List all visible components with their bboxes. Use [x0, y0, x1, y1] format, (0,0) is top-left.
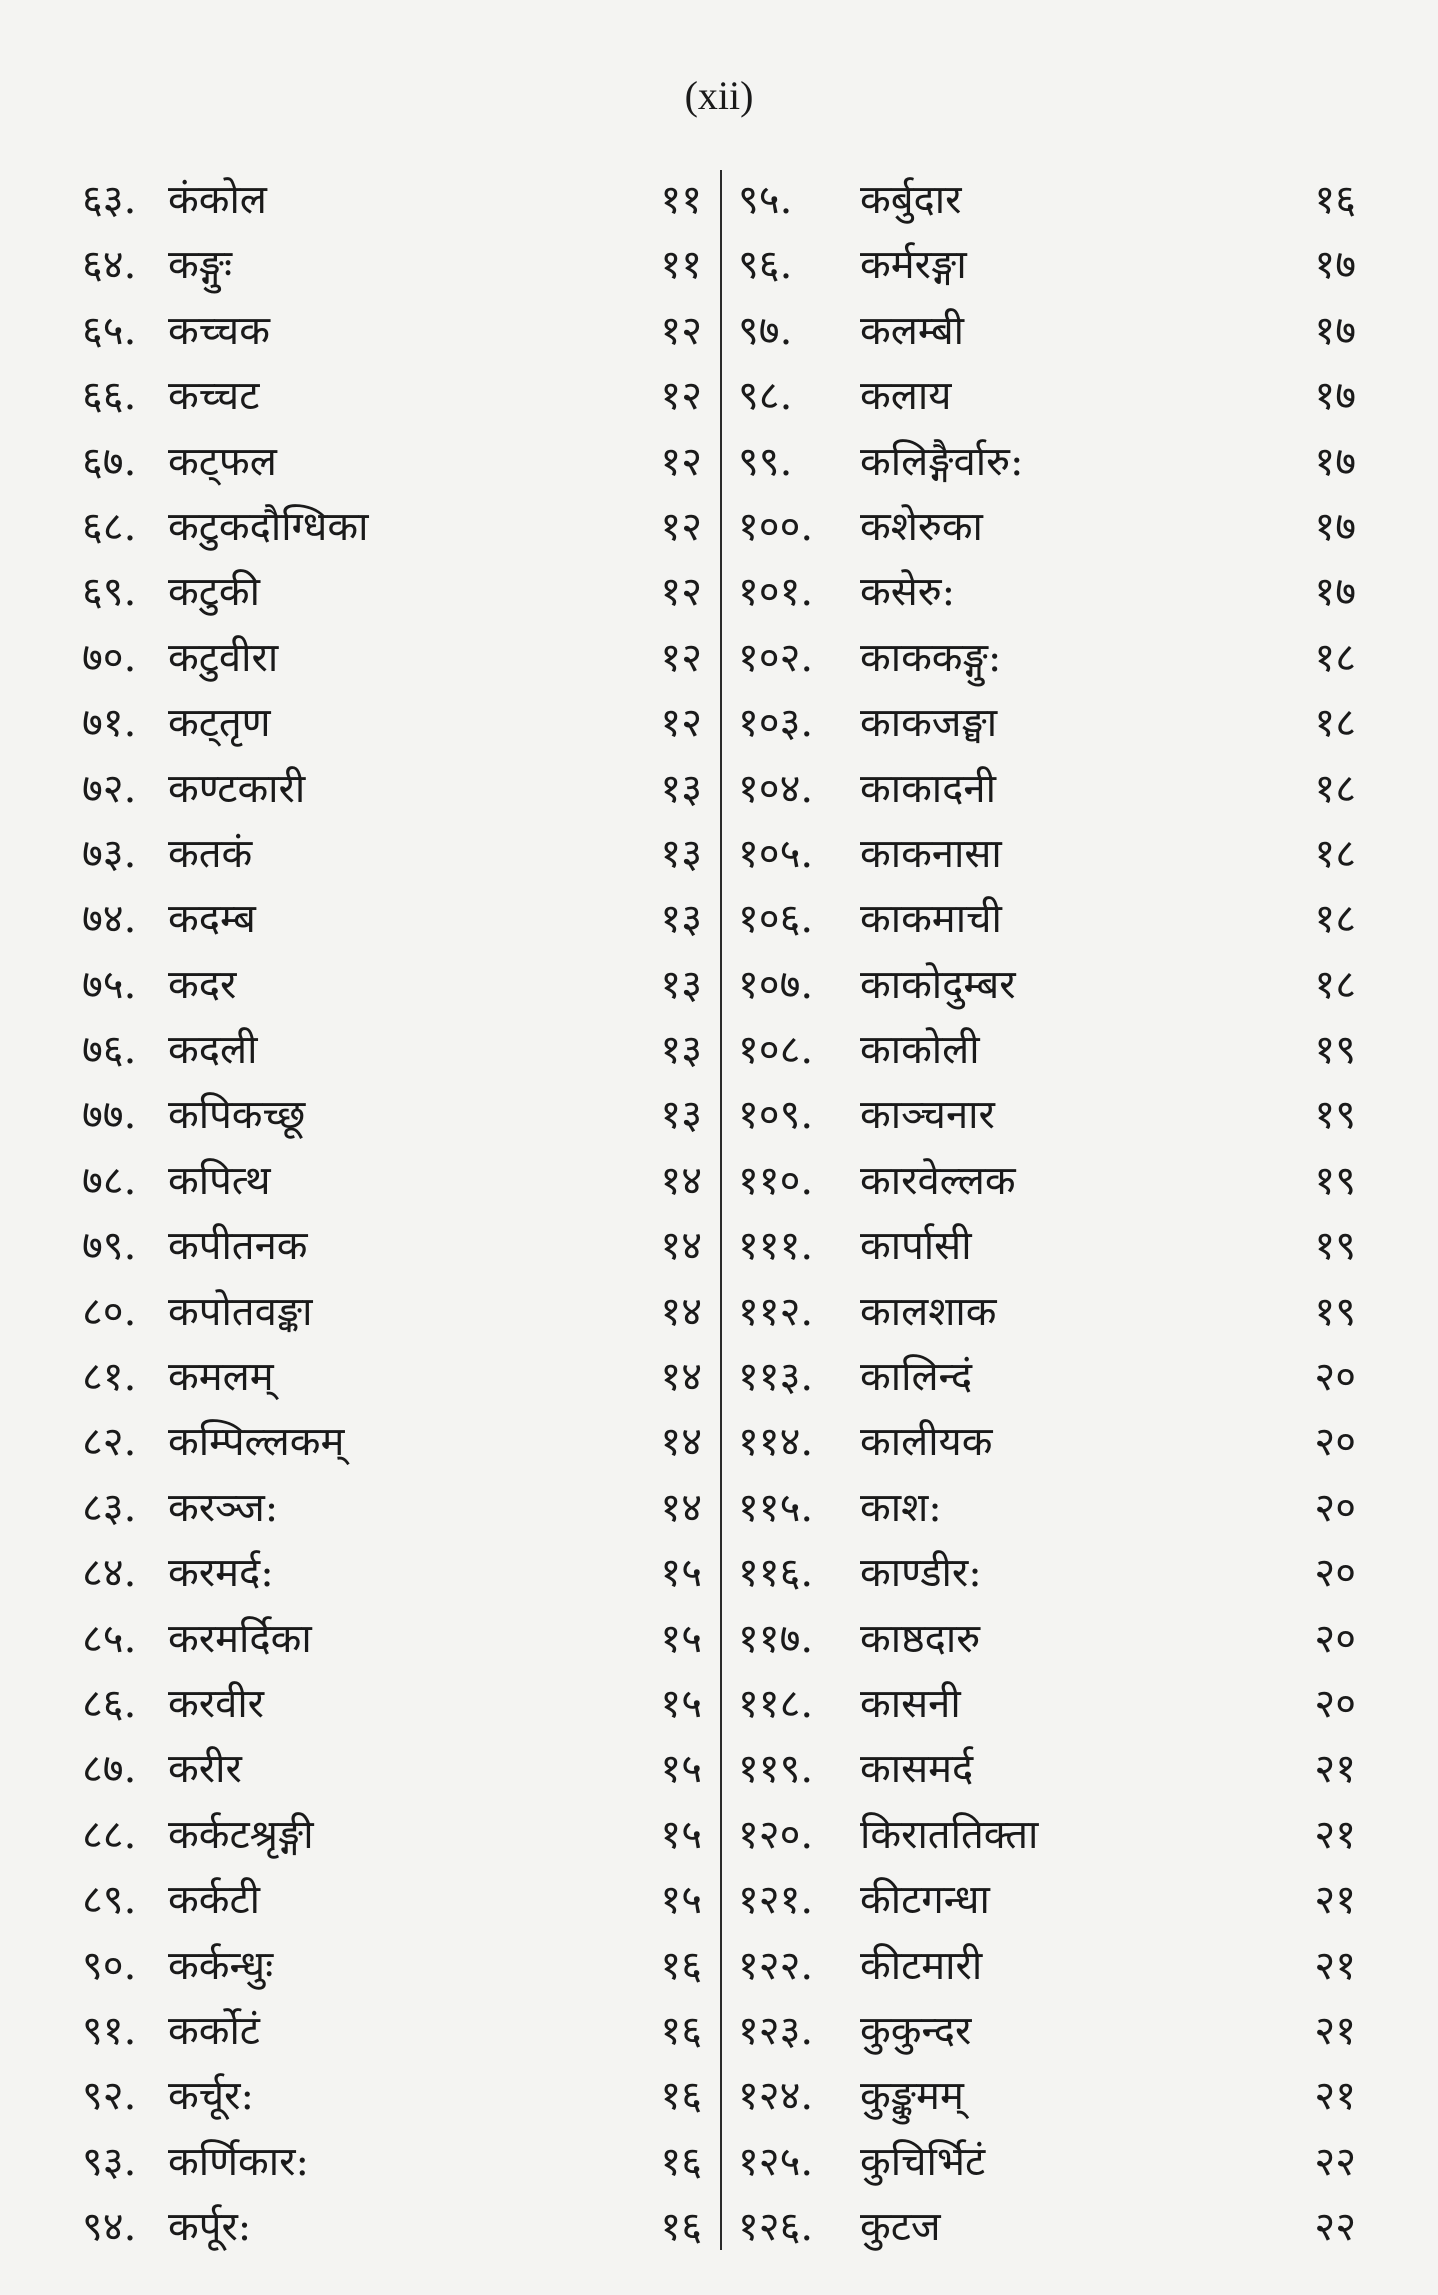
- index-entry: [82, 2064, 702, 2129]
- index-entry: [738, 1999, 1356, 2064]
- entry-number: ८४.: [82, 1550, 137, 1597]
- entry-page-number: १२: [660, 700, 702, 747]
- entry-page-number: १७: [1314, 307, 1356, 354]
- entry-number: १००.: [738, 503, 814, 550]
- entry-page-number: १२: [660, 373, 702, 420]
- index-entry: [82, 2195, 702, 2260]
- entry-page-number: १९: [1314, 1157, 1356, 1204]
- index-entry: [738, 1607, 1356, 1672]
- entry-page-number: १५: [660, 1811, 702, 1858]
- index-right-column: [738, 168, 1356, 2268]
- entry-name: कर्कटी: [168, 1877, 260, 1924]
- index-entry: [738, 626, 1356, 691]
- entry-number: १०४.: [738, 765, 814, 812]
- index-entry: [82, 2130, 702, 2195]
- entry-name: कसेरु:: [860, 569, 956, 616]
- entry-number: १२१.: [738, 1877, 814, 1924]
- index-entry: [82, 757, 702, 822]
- entry-name: कदर: [168, 961, 237, 1008]
- entry-page-number: १७: [1314, 242, 1356, 289]
- entry-name: कर्पूर:: [168, 2204, 252, 2251]
- entry-name: कङ्गुः: [168, 242, 233, 289]
- entry-page-number: ११: [660, 242, 702, 289]
- entry-name: कट्फल: [168, 438, 277, 485]
- entry-name: काककङ्गु:: [860, 634, 1002, 681]
- index-entry: [738, 1083, 1356, 1148]
- entry-name: काकादनी: [860, 765, 996, 812]
- entry-name: कुटज: [860, 2204, 941, 2251]
- entry-page-number: १६: [1314, 177, 1356, 223]
- entry-page-number: १९: [1314, 1092, 1356, 1139]
- entry-page-number: ११: [660, 177, 702, 223]
- index-entry: [82, 1018, 702, 1083]
- entry-page-number: १६: [660, 1942, 702, 1989]
- entry-number: ११३.: [738, 1354, 814, 1401]
- column-divider: [720, 170, 722, 2250]
- entry-number: ८०.: [82, 1288, 137, 1335]
- entry-page-number: १८: [1314, 634, 1356, 681]
- entry-name: कालीयक: [860, 1419, 993, 1466]
- index-entry: [738, 1803, 1356, 1868]
- entry-number: ६४.: [82, 242, 137, 289]
- index-entry: [738, 495, 1356, 560]
- entry-name: कर्णिकार:: [168, 2138, 309, 2185]
- index-entry: [738, 430, 1356, 495]
- entry-number: ७९.: [82, 1223, 137, 1270]
- entry-page-number: १८: [1314, 700, 1356, 747]
- entry-page-number: १२: [660, 307, 702, 354]
- entry-name: कर्बुदार: [860, 177, 962, 223]
- entry-number: १२५.: [738, 2138, 814, 2185]
- entry-number: १०८.: [738, 1027, 814, 1074]
- entry-name: कर्कोटं: [168, 2007, 260, 2054]
- entry-number: ९२.: [82, 2073, 137, 2120]
- entry-number: ६७.: [82, 438, 137, 485]
- entry-number: ७५.: [82, 961, 137, 1008]
- entry-name: कतकं: [168, 830, 253, 877]
- entry-number: ९६.: [738, 242, 793, 289]
- index-entry: [82, 887, 702, 952]
- entry-name: करवीर: [168, 1680, 265, 1727]
- index-entry: [738, 757, 1356, 822]
- entry-page-number: २१: [1314, 2073, 1356, 2120]
- entry-number: ६३.: [82, 177, 137, 223]
- entry-page-number: १४: [660, 1223, 702, 1270]
- entry-name: काश:: [860, 1484, 942, 1531]
- index-entry: [738, 887, 1356, 952]
- index-entry: [738, 2195, 1356, 2260]
- entry-name: कलम्बी: [860, 307, 965, 354]
- entry-page-number: १८: [1314, 765, 1356, 812]
- index-entry: [738, 1149, 1356, 1214]
- entry-name: कदली: [168, 1027, 258, 1074]
- entry-name: कीटमारी: [860, 1942, 983, 1989]
- index-entry: [82, 1280, 702, 1345]
- entry-page-number: १९: [1314, 1288, 1356, 1335]
- entry-number: ९७.: [738, 307, 793, 354]
- index-entry: [738, 1737, 1356, 1802]
- index-entry: [738, 1672, 1356, 1737]
- entry-page-number: १३: [660, 896, 702, 943]
- entry-name: कुङ्कुमम्: [860, 2073, 964, 2120]
- entry-page-number: १६: [660, 2007, 702, 2054]
- entry-number: १०९.: [738, 1092, 814, 1139]
- entry-page-number: १८: [1314, 896, 1356, 943]
- index-left-column: [82, 168, 702, 2268]
- entry-number: ११६.: [738, 1550, 814, 1597]
- entry-page-number: १४: [660, 1157, 702, 1204]
- entry-page-number: १७: [1314, 503, 1356, 550]
- index-entry: [82, 1149, 702, 1214]
- entry-number: ६८.: [82, 503, 137, 550]
- index-entry: [738, 299, 1356, 364]
- entry-page-number: १३: [660, 830, 702, 877]
- entry-number: १२०.: [738, 1811, 814, 1858]
- entry-name: कुचिर्भिटं: [860, 2138, 986, 2185]
- entry-number: ९१.: [82, 2007, 137, 2054]
- entry-page-number: १३: [660, 765, 702, 812]
- entry-page-number: २१: [1314, 1811, 1356, 1858]
- index-entry: [82, 364, 702, 429]
- entry-number: ८८.: [82, 1811, 137, 1858]
- entry-page-number: १५: [660, 1550, 702, 1597]
- entry-number: ७०.: [82, 634, 137, 681]
- entry-number: ९८.: [738, 373, 793, 420]
- entry-page-number: १५: [660, 1877, 702, 1924]
- entry-page-number: १५: [660, 1746, 702, 1793]
- entry-number: ९९.: [738, 438, 793, 485]
- entry-number: १२६.: [738, 2204, 814, 2251]
- index-entry: [82, 1541, 702, 1606]
- entry-page-number: १७: [1314, 438, 1356, 485]
- entry-number: ७२.: [82, 765, 137, 812]
- entry-name: कटुकी: [168, 569, 260, 616]
- entry-number: ८९.: [82, 1877, 137, 1924]
- entry-page-number: २०: [1314, 1680, 1356, 1727]
- entry-name: कपोतवङ्का: [168, 1288, 313, 1335]
- index-entry: [82, 233, 702, 298]
- index-entry: [82, 626, 702, 691]
- entry-name: कर्कन्धुः: [168, 1942, 274, 1989]
- index-entry: [82, 1672, 702, 1737]
- index-entry: [82, 495, 702, 560]
- entry-page-number: १८: [1314, 830, 1356, 877]
- entry-page-number: १७: [1314, 373, 1356, 420]
- entry-name: कदम्ब: [168, 896, 256, 943]
- entry-name: कालशाक: [860, 1288, 997, 1335]
- entry-name: काकनासा: [860, 830, 1002, 877]
- entry-name: काष्ठदारु: [860, 1615, 981, 1662]
- index-entry: [738, 1345, 1356, 1410]
- entry-number: ७४.: [82, 896, 137, 943]
- entry-number: ११४.: [738, 1419, 814, 1466]
- entry-name: कर्कटश्रृङ्गी: [168, 1811, 314, 1858]
- entry-number: ११२.: [738, 1288, 814, 1335]
- index-entry: [738, 168, 1356, 233]
- entry-page-number: १३: [660, 961, 702, 1008]
- entry-page-number: १४: [660, 1419, 702, 1466]
- entry-name: काकमाची: [860, 896, 1002, 943]
- entry-name: कपिकच्छू: [168, 1092, 306, 1139]
- index-entry: [82, 1934, 702, 1999]
- index-entry: [82, 1737, 702, 1802]
- entry-name: कलाय: [860, 373, 952, 420]
- entry-number: ७८.: [82, 1157, 137, 1204]
- entry-number: १०२.: [738, 634, 814, 681]
- entry-page-number: १६: [660, 2204, 702, 2251]
- index-entry: [82, 1476, 702, 1541]
- entry-name: कालिन्दं: [860, 1354, 973, 1401]
- index-entry: [82, 1999, 702, 2064]
- entry-number: ११९.: [738, 1746, 814, 1793]
- entry-name: करीर: [168, 1746, 242, 1793]
- entry-number: ७७.: [82, 1092, 137, 1139]
- entry-name: किराततिक्ता: [860, 1811, 1039, 1858]
- entry-name: कटुवीरा: [168, 634, 279, 681]
- entry-number: १०६.: [738, 896, 814, 943]
- entry-page-number: १४: [660, 1354, 702, 1401]
- entry-name: कट्तृण: [168, 700, 271, 747]
- index-entry: [82, 1868, 702, 1933]
- entry-name: कारवेल्लक: [860, 1157, 1016, 1204]
- entry-page-number: १४: [660, 1288, 702, 1335]
- entry-page-number: २०: [1314, 1354, 1356, 1401]
- index-entry: [738, 953, 1356, 1018]
- index-entry: [82, 1803, 702, 1868]
- entry-name: काण्डीर:: [860, 1550, 982, 1597]
- entry-page-number: १२: [660, 438, 702, 485]
- index-entry: [82, 1083, 702, 1148]
- entry-page-number: २०: [1314, 1484, 1356, 1531]
- index-entry: [738, 691, 1356, 756]
- entry-name: कासनी: [860, 1680, 961, 1727]
- entry-page-number: १२: [660, 503, 702, 550]
- entry-name: कटुकदौग्धिका: [168, 503, 369, 550]
- entry-number: १२४.: [738, 2073, 814, 2120]
- index-entry: [738, 2064, 1356, 2129]
- index-entry: [82, 953, 702, 1018]
- entry-page-number: १७: [1314, 569, 1356, 616]
- entry-page-number: १९: [1314, 1027, 1356, 1074]
- index-entry: [82, 299, 702, 364]
- index-entry: [82, 168, 702, 233]
- entry-name: करञ्ज:: [168, 1484, 279, 1531]
- entry-number: ९४.: [82, 2204, 137, 2251]
- index-entry: [82, 560, 702, 625]
- entry-page-number: २१: [1314, 1877, 1356, 1924]
- entry-name: कम्पिल्लकम्: [168, 1419, 345, 1466]
- entry-number: ८१.: [82, 1354, 137, 1401]
- entry-page-number: २१: [1314, 2007, 1356, 2054]
- entry-page-number: २२: [1314, 2204, 1356, 2251]
- entry-number: ६५.: [82, 307, 137, 354]
- entry-name: कासमर्द: [860, 1746, 974, 1793]
- entry-name: कंकोल: [168, 177, 267, 223]
- index-entry: [82, 822, 702, 887]
- entry-page-number: १५: [660, 1680, 702, 1727]
- entry-name: करमर्द:: [168, 1550, 274, 1597]
- entry-name: कच्चट: [168, 373, 260, 420]
- entry-name: कच्चक: [168, 307, 270, 354]
- index-entry: [738, 1934, 1356, 1999]
- index-entry: [738, 1541, 1356, 1606]
- entry-page-number: २०: [1314, 1419, 1356, 1466]
- entry-number: १०५.: [738, 830, 814, 877]
- entry-name: करमर्दिका: [168, 1615, 312, 1662]
- entry-name: कुकुन्दर: [860, 2007, 972, 2054]
- entry-page-number: २०: [1314, 1615, 1356, 1662]
- index-entry: [82, 1345, 702, 1410]
- index-entry: [738, 1280, 1356, 1345]
- entry-number: ९३.: [82, 2138, 137, 2185]
- entry-page-number: १८: [1314, 961, 1356, 1008]
- entry-page-number: २१: [1314, 1942, 1356, 1989]
- entry-number: ७६.: [82, 1027, 137, 1074]
- entry-name: काकोदुम्बर: [860, 961, 1016, 1008]
- index-entry: [82, 430, 702, 495]
- entry-number: ७३.: [82, 830, 137, 877]
- index-entry: [738, 364, 1356, 429]
- entry-number: १०१.: [738, 569, 814, 616]
- entry-page-number: १३: [660, 1092, 702, 1139]
- page-number: (xii): [684, 73, 754, 118]
- index-entry: [738, 1476, 1356, 1541]
- entry-name: कण्टकारी: [168, 765, 306, 812]
- entry-page-number: २२: [1314, 2138, 1356, 2185]
- entry-name: काकोली: [860, 1027, 980, 1074]
- entry-name: काञ्चनार: [860, 1092, 995, 1139]
- entry-name: कर्मरङ्गा: [860, 242, 967, 289]
- entry-name: कीटगन्धा: [860, 1877, 990, 1924]
- entry-page-number: १५: [660, 1615, 702, 1662]
- entry-page-number: १९: [1314, 1223, 1356, 1270]
- entry-number: १२२.: [738, 1942, 814, 1989]
- index-entry: [82, 1410, 702, 1475]
- index-entry: [738, 233, 1356, 298]
- entry-number: १११.: [738, 1223, 814, 1270]
- index-entry: [82, 691, 702, 756]
- entry-page-number: १२: [660, 569, 702, 616]
- entry-number: ९५.: [738, 177, 793, 223]
- index-entry: [738, 560, 1356, 625]
- index-entry: [82, 1214, 702, 1279]
- entry-number: ११५.: [738, 1484, 814, 1531]
- entry-page-number: २१: [1314, 1746, 1356, 1793]
- entry-number: १०७.: [738, 961, 814, 1008]
- index-entry: [738, 1410, 1356, 1475]
- entry-number: ११०.: [738, 1157, 814, 1204]
- entry-name: कलिङ्गैर्वारु:: [860, 438, 1024, 485]
- entry-number: ६६.: [82, 373, 137, 420]
- entry-name: कमलम्: [168, 1354, 274, 1401]
- index-entry: [82, 1607, 702, 1672]
- entry-number: ८५.: [82, 1615, 137, 1662]
- entry-page-number: १६: [660, 2138, 702, 2185]
- entry-name: कपित्थ: [168, 1157, 271, 1204]
- entry-number: ८३.: [82, 1484, 137, 1531]
- entry-page-number: १६: [660, 2073, 702, 2120]
- index-entry: [738, 1214, 1356, 1279]
- entry-name: कार्पासी: [860, 1223, 972, 1270]
- entry-number: १२३.: [738, 2007, 814, 2054]
- entry-number: १०३.: [738, 700, 814, 747]
- entry-name: कपीतनक: [168, 1223, 308, 1270]
- entry-number: ८२.: [82, 1419, 137, 1466]
- index-entry: [738, 822, 1356, 887]
- index-entry: [738, 1868, 1356, 1933]
- index-entry: [738, 1018, 1356, 1083]
- entry-name: काकजङ्घा: [860, 700, 998, 747]
- entry-name: कशेरुका: [860, 503, 983, 550]
- index-entry: [738, 2130, 1356, 2195]
- entry-page-number: १३: [660, 1027, 702, 1074]
- entry-name: कर्चूर:: [168, 2073, 254, 2120]
- entry-page-number: १२: [660, 634, 702, 681]
- entry-number: ११८.: [738, 1680, 814, 1727]
- entry-page-number: १४: [660, 1484, 702, 1531]
- entry-number: ११७.: [738, 1615, 814, 1662]
- entry-number: ७१.: [82, 700, 137, 747]
- entry-page-number: २०: [1314, 1550, 1356, 1597]
- entry-number: ९०.: [82, 1942, 137, 1989]
- entry-number: ८६.: [82, 1680, 137, 1727]
- entry-number: ६९.: [82, 569, 137, 616]
- entry-number: ८७.: [82, 1746, 137, 1793]
